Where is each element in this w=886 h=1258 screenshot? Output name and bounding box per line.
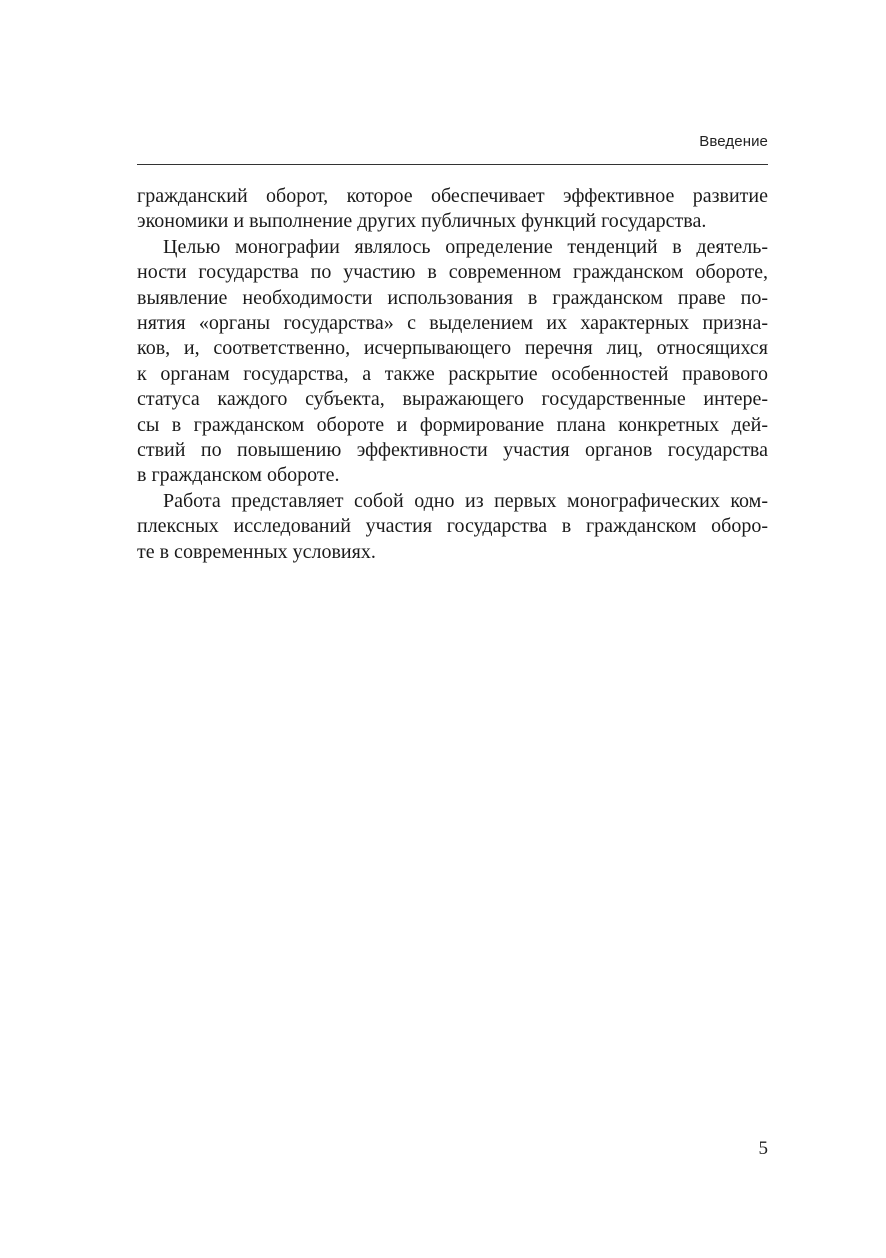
text-line: Работа представляет собой одно из первых монографических ком- <box>163 489 768 512</box>
text-line: ствий по повышению эффективности участия органов государства <box>137 439 768 462</box>
text-line: сы в гражданском обороте и формирование плана конкретных дей- <box>137 413 768 436</box>
text-line: гражданский оборот, которое обеспечивает эффективное развитие <box>137 185 768 207</box>
page-number: 5 <box>758 1138 768 1159</box>
text-line: нятия «органы государства» с выделением их характерных призна- <box>137 312 768 335</box>
paragraph-3 <box>137 489 768 565</box>
header-rule <box>137 164 768 165</box>
text-line: Целью монографии являлось определение тенденций в деятель- <box>163 235 768 258</box>
paragraph-2 <box>137 235 768 489</box>
body-text <box>137 184 768 565</box>
text-line: ков, и, соответственно, исчерпывающего перечня лиц, относящихся <box>137 337 768 360</box>
text-line: ности государства по участию в современном гражданском обороте, <box>137 261 768 284</box>
running-head: Введение <box>699 133 768 150</box>
text-line: в гражданском обороте. <box>137 464 340 487</box>
paragraph-1 <box>137 184 768 235</box>
text-line: плексных исследований участия государства в гражданском оборо- <box>137 515 768 538</box>
text-line: экономики и выполнение других публичных функций государства. <box>137 210 707 233</box>
text-line: к органам государства, а также раскрытие особенностей правового <box>137 362 768 385</box>
text-line: те в современных условиях. <box>137 540 376 563</box>
text-line: статуса каждого субъекта, выражающего государственные интере- <box>137 388 768 411</box>
text-line: выявление необходимости использования в гражданском праве по- <box>137 286 768 309</box>
